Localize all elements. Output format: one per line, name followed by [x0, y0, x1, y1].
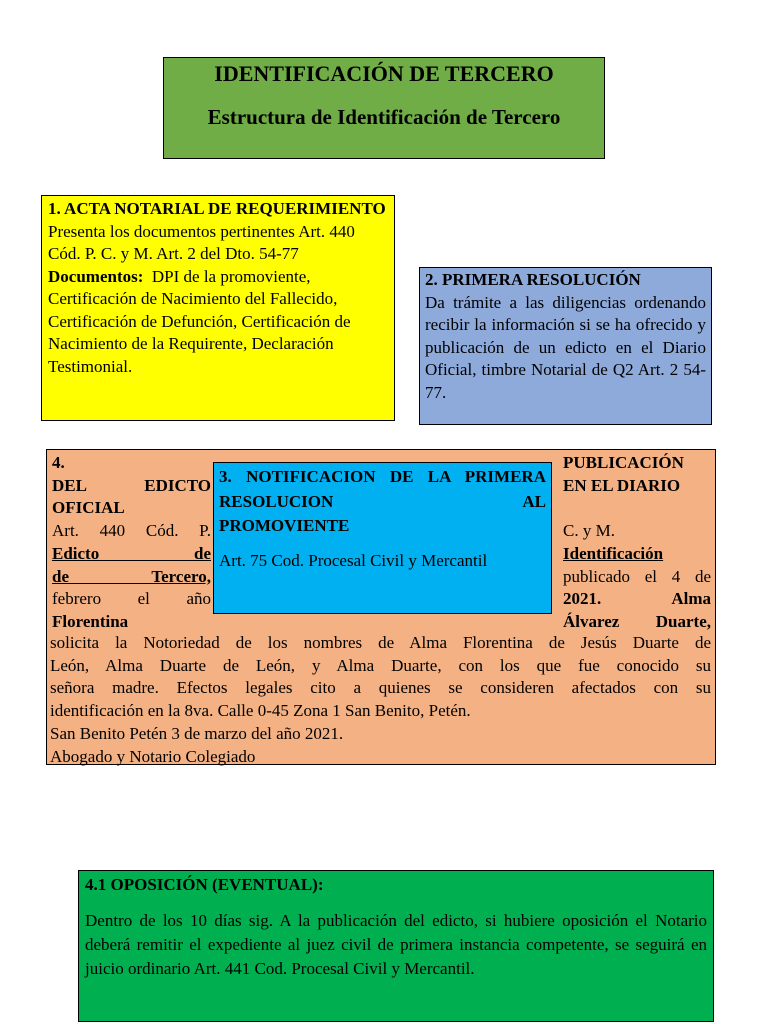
- alvarez-duarte-text: Álvarez Duarte,: [563, 611, 711, 631]
- publicacion-heading-right2: EN EL DIARIO: [563, 475, 681, 495]
- oposicion-box: [78, 870, 714, 1022]
- notificacion-text: Art. 75 Cod. Procesal Civil y Mercantil: [219, 550, 488, 570]
- acta-notarial-text: Presenta los documentos pertinentes Art. 440 Cód. P. C. y M. Art. 2 del Dto. 54-77: [48, 221, 355, 263]
- notificacion-heading-end: PROMOVIENTE: [219, 516, 350, 535]
- publicacion-signature: Abogado y Notario Colegiado: [50, 746, 256, 766]
- publicacion-body-line3: señora madre. Efectos legales cito a quienes se consideren afectados con su: [50, 678, 711, 698]
- acta-notarial-box: [41, 195, 395, 421]
- publicacion-right-column: [563, 452, 711, 634]
- publicacion-body: [50, 632, 711, 768]
- primera-resolucion-text-end: 77.: [425, 382, 447, 402]
- publicacion-heading-right1: PUBLICACIÓN: [563, 453, 684, 472]
- notificacion-box: [213, 462, 552, 614]
- primera-resolucion-heading: 2. PRIMERA RESOLUCIÓN: [425, 270, 641, 289]
- identificacion-label: Identificación: [563, 543, 664, 563]
- publicacion-heading-part2: OFICIAL: [52, 498, 125, 518]
- primera-resolucion-text: Da trámite a las diligencias ordenando recibir la información si se ha ofrecido y publicación de un edicto en el Diario Oficial, timbre Notarial de Q2 Art. 2 54-: [425, 292, 706, 379]
- publicacion-art-ref: Art. 440 Cód. P.: [52, 521, 211, 541]
- publicacion-body-line2: León, Alma Duarte de León, y Alma Duarte, con los que fue conocido su: [50, 655, 711, 675]
- publicacion-date: San Benito Petén 3 de marzo del año 2021.: [50, 723, 344, 743]
- florentina-text: Florentina: [52, 611, 129, 631]
- documentos-label: Documentos:: [48, 266, 144, 286]
- publicacion-body-line4: identificación en la 8va. Calle 0-45 Zona 1 San Benito, Petén.: [50, 701, 471, 721]
- publicacion-heading-part1: DEL EDICTO: [52, 475, 211, 495]
- edicto-label: Edicto de: [52, 543, 211, 563]
- oposicion-text: Dentro de los 10 días sig. A la publicación del edicto, si hubiere oposición el Notario deberá remitir el expediente al juez civil de primera instancia competente, se seguirá en juicio ordinario Art. 441 Cod. Procesal Civil y Mercantil.: [85, 911, 707, 978]
- oposicion-heading: 4.1 OPOSICIÓN (EVENTUAL):: [85, 875, 324, 894]
- febrero-text: febrero el año: [52, 589, 211, 609]
- title-box: [163, 57, 605, 159]
- documentos-text: DPI de la promoviente, Certificación de Nacimiento del Fallecido, Certificación de Defunción, Certificación de Nacimiento de la Requirente, Declaración Testimonial.: [48, 266, 351, 376]
- publicacion-left-column: [52, 452, 211, 634]
- publicacion-body-line1: solicita la Notoriedad de los nombres de Alma Florentina de Jesús Duarte de: [50, 633, 711, 652]
- de-tercero-label: de Tercero,: [52, 566, 211, 586]
- alma-text: 2021. Alma: [563, 589, 711, 609]
- cym-text: C. y M.: [563, 521, 615, 541]
- publicacion-number: 4.: [52, 453, 65, 472]
- notificacion-heading: 3. NOTIFICACION DE LA PRIMERA RESOLUCION AL: [219, 467, 546, 511]
- main-title: IDENTIFICACIÓN DE TERCERO: [214, 61, 554, 86]
- acta-notarial-heading: 1. ACTA NOTARIAL DE REQUERIMIENTO: [48, 199, 386, 218]
- subtitle: Estructura de Identificación de Tercero: [207, 105, 561, 129]
- publicado-text: publicado el 4 de: [563, 566, 711, 586]
- primera-resolucion-box: [419, 267, 712, 425]
